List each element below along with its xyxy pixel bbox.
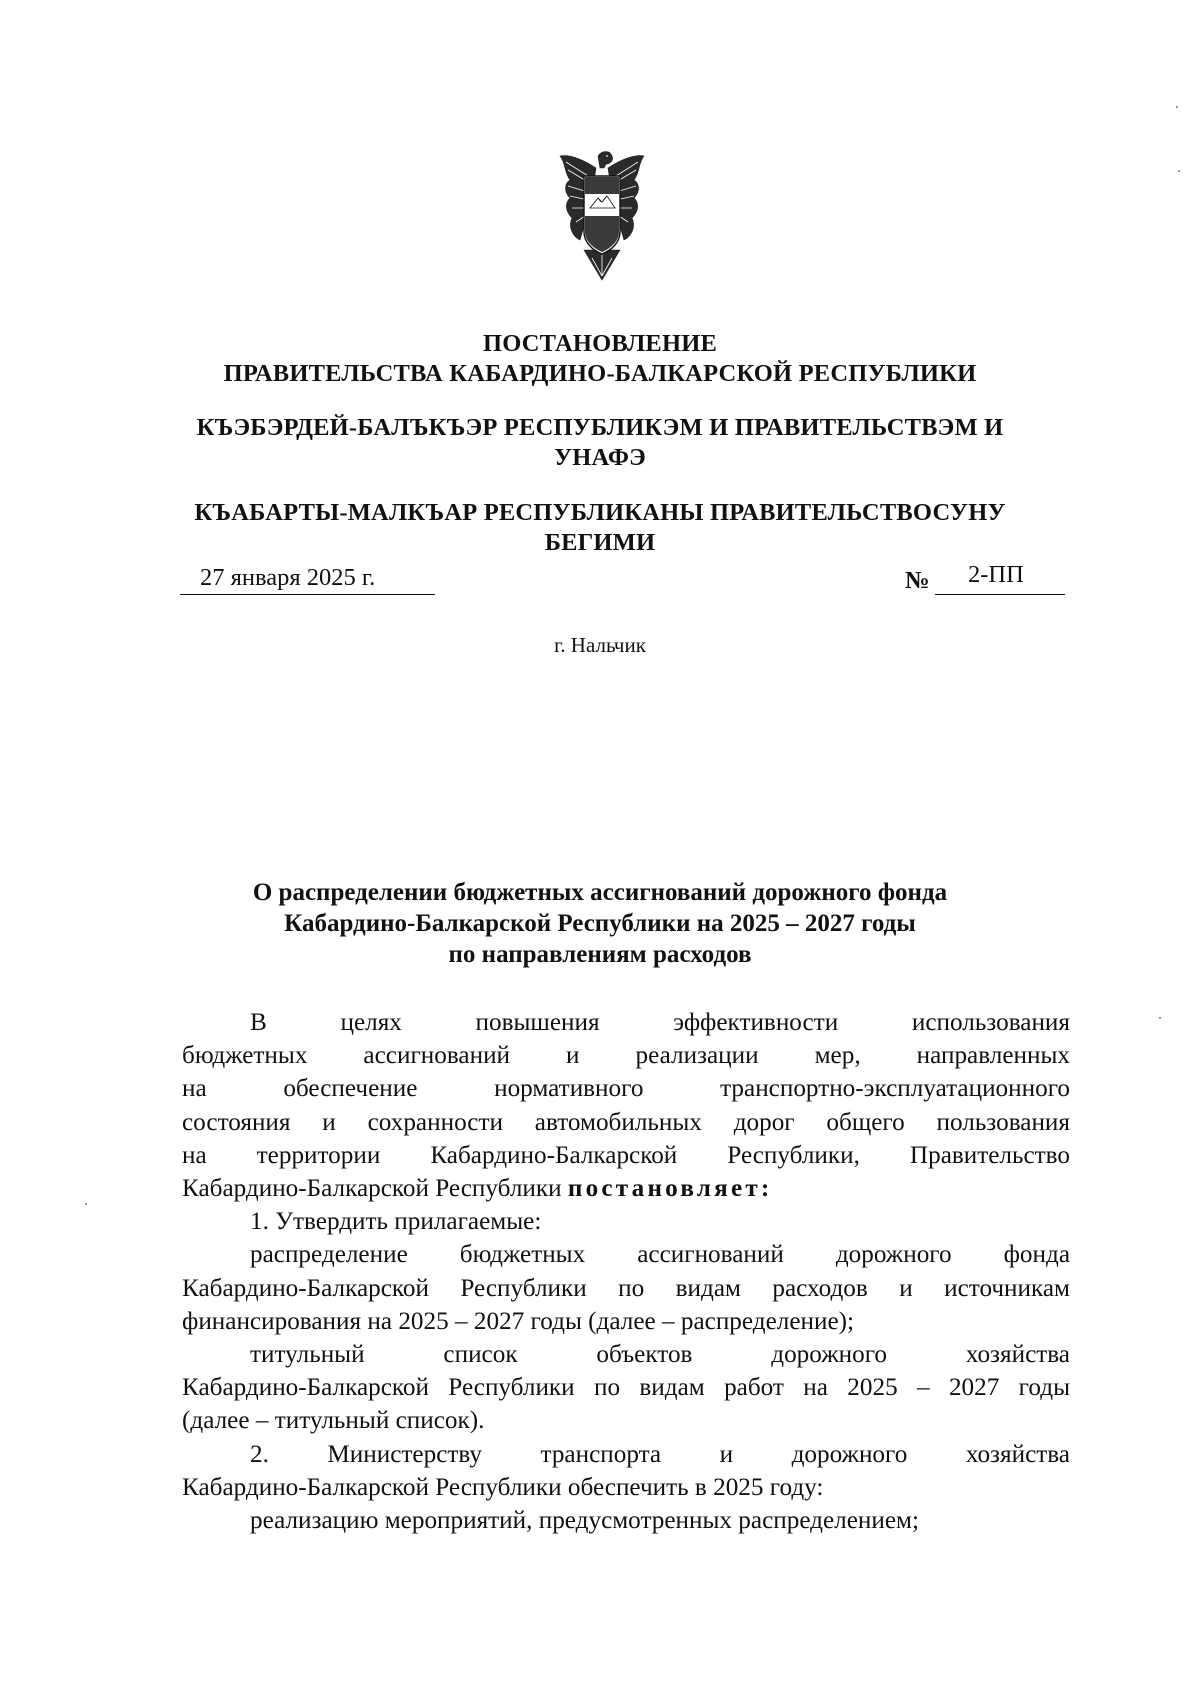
balkar-line-1: КЪАБАРТЫ-МАЛКЪАР РЕСПУБЛИКАНЫ ПРАВИТЕЛЬСТВОСУНУ [194, 499, 1006, 526]
scan-speck [85, 1203, 87, 1205]
title-line-2: Кабардино-Балкарской Республики на 2025 – 2027 годы [284, 910, 916, 937]
body-line: состояния и сохранности автомобильных дорог общего пользования [182, 1108, 1070, 1136]
body-line: на территории Кабардино-Балкарской Республики, Правительство [182, 1141, 1070, 1169]
decree-prefix: Кабардино-Балкарской Республики [182, 1175, 562, 1203]
body-line: финансирования на 2025 – 2027 годы (далее – распределение); [182, 1307, 855, 1335]
title-line-3: по направлениям расходов [448, 941, 752, 968]
item-1: 1. Утвердить прилагаемые: [250, 1208, 542, 1236]
body-line: реализацию мероприятий, предусмотренных распределением; [250, 1507, 919, 1535]
scan-speck [1159, 1017, 1161, 1019]
document-title [150, 877, 1050, 970]
body-line: распределение бюджетных ассигнований дорожного фонда [250, 1241, 1070, 1269]
document-type-heading [150, 329, 1050, 389]
body-line: В целях повышения эффективности использования [250, 1009, 1070, 1036]
body-line: бюджетных ассигнований и реализации мер, направленных [182, 1042, 1070, 1070]
body-line-decree [182, 1172, 1070, 1205]
item-2: 2. Министерству транспорта и дорожного хозяйства [250, 1440, 1070, 1468]
body-line: титульный список объектов дорожного хозяйства [250, 1341, 1070, 1369]
city-of-issue: г. Нальчик [554, 633, 646, 657]
document-body [182, 1006, 1070, 1537]
decree-word: постановляет: [567, 1175, 773, 1203]
body-line: Кабардино-Балкарской Республики обеспечить в 2025 году: [182, 1473, 824, 1501]
issuer-russian: ПРАВИТЕЛЬСТВА КАБАРДИНО-БАЛКАРСКОЙ РЕСПУБЛИКИ [223, 360, 977, 387]
scan-speck [1178, 170, 1180, 172]
document-date: 27 января 2025 г. [200, 564, 376, 591]
document-number: 2-ПП [968, 561, 1024, 588]
title-line-1: О распределении бюджетных ассигнований дорожного фонда [252, 879, 948, 906]
number-underline [935, 594, 1065, 595]
body-line: (далее – титульный список). [182, 1407, 485, 1435]
kabardian-line-2: УНАФЭ [554, 444, 646, 471]
doc-type: ПОСТАНОВЛЕНИЕ [482, 330, 718, 357]
balkar-line-2: БЕГИМИ [544, 529, 656, 556]
issuer-kabardian-heading [150, 413, 1050, 473]
body-line: Кабардино-Балкарской Республики по видам расходов и источникам [182, 1274, 1070, 1302]
body-line: Кабардино-Балкарской Республики по видам работ на 2025 – 2027 годы [182, 1374, 1070, 1402]
date-underline [180, 594, 435, 595]
kabardian-line-1: КЪЭБЭРДЕЙ-БАЛЪКЪЭР РЕСПУБЛИКЭМ И ПРАВИТЕЛЬСТВЭМ И [196, 414, 1004, 441]
number-sign: № [905, 567, 930, 594]
scan-speck [1176, 106, 1178, 108]
coat-of-arms-icon [554, 146, 650, 282]
body-line: на обеспечение нормативного транспортно-эксплуатационного [182, 1075, 1070, 1103]
issuer-balkar-heading [150, 498, 1050, 558]
